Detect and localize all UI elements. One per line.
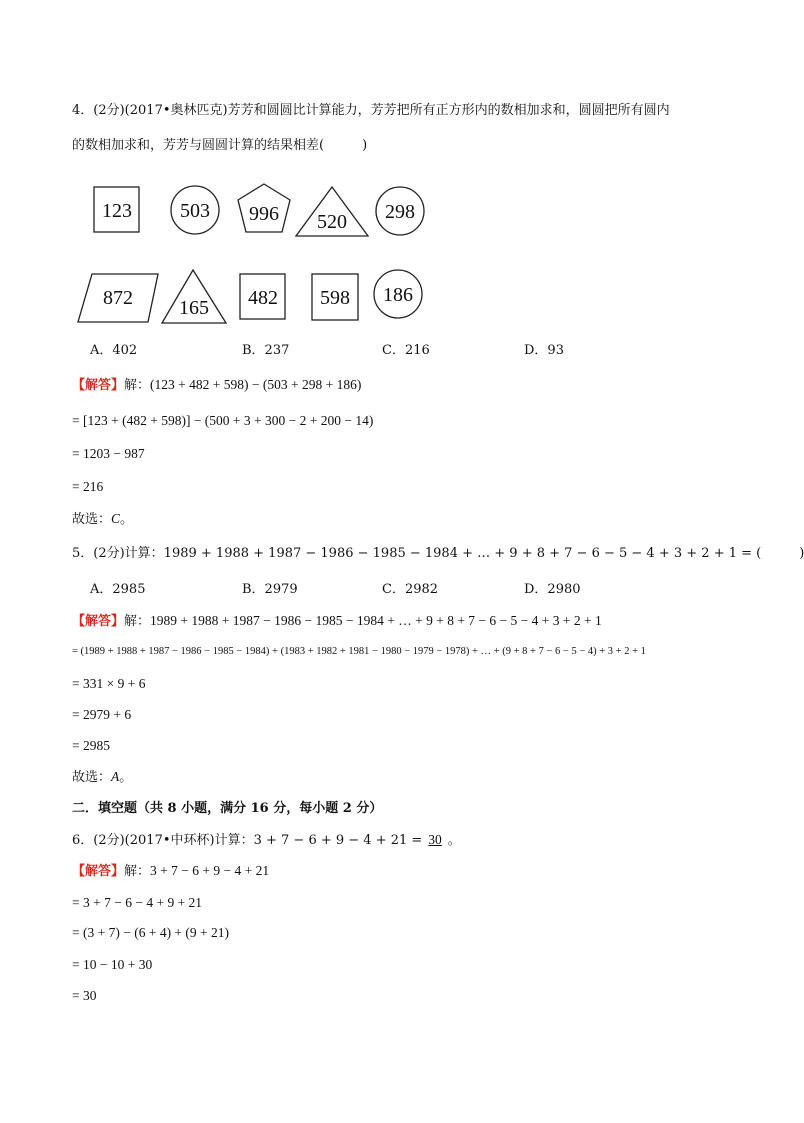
q5-step-3: = 2985 [72,738,110,753]
q6-step-3: = 30 [72,988,97,1003]
q4-option-b[interactable]: B．237 [242,343,290,358]
q5-step-2: = 2979 + 6 [72,707,132,722]
q5-step-1: = 331 × 9 + 6 [72,676,146,691]
q6-stem-end: 。 [447,833,461,848]
q6-step-1: = (3 + 7) − (6 + 4) + (9 + 21) [72,925,230,940]
q6-answer-blank: 30 [428,832,442,847]
q6-step-0: = 3 + 7 − 6 − 4 + 9 + 21 [72,895,203,910]
q4-stem-line1: 4．(2分)(2017•奥林匹克)芳芳和圆圆比计算能力，芳芳把所有正方形内的数相加求和，圆圆把所有圆内 [72,103,670,118]
q4-shapes-figure [72,178,432,332]
q4-choice-end: 。 [120,512,134,527]
q4-step-1: = [123 + (482 + 598)] − (500 + 3 + 300 − 2 + 200 − 14) [72,413,374,428]
q5-choice-line [72,768,132,787]
q5-option-c[interactable]: C．2982 [382,582,439,597]
shape-value-9: 598 [320,287,350,309]
q4-answer-line [72,376,361,395]
shape-value-10: 186 [383,284,413,306]
q5-stem-text: 5．(2分)计算：1989 + 1988 + 1987 − 1986 − 1985 − 1984 + … + 9 + 8 + 7 − 6 − 5 − 4 + 3 + 2 + 1 = ( [72,546,762,561]
q4-option-d[interactable]: D．93 [524,343,564,358]
q6-step-2: = 10 − 10 + 30 [72,957,153,972]
q6-first-expr: 3 + 7 − 6 + 9 − 4 + 21 [150,863,270,878]
q5-choice-label: 故选： [72,770,112,785]
q5-step-0: = (1989 + 1988 + 1987 − 1986 − 1985 − 1984) + (1983 + 1982 + 1981 − 1980 − 1979 − 1978) + … + (9 + 8 + 7 − 6 − 5 − 4) + 3 + 2 + 1 [72,646,646,657]
section-heading-fill-blank: 二．填空题（共 8 小题，满分 16 分，每小题 2 分） [72,801,383,816]
shape-value-5: 298 [385,201,415,223]
q5-choice-value: A [111,769,120,784]
shape-value-8: 482 [248,287,278,309]
q5-answer-word: 解： [124,614,151,629]
q4-step-2: = 1203 − 987 [72,446,145,461]
q5-first-expr: 1989 + 1988 + 1987 − 1986 − 1985 − 1984 + … + 9 + 8 + 7 − 6 − 5 − 4 + 3 + 2 + 1 [150,613,602,628]
q4-stem-close: ) [362,138,368,153]
shape-value-3: 996 [249,203,279,225]
q4-answer-word: 解： [124,378,151,393]
q4-choice-label: 故选： [72,512,112,527]
q4-stem-text: 的数相加求和，芳芳与圆圆计算的结果相差( [72,138,325,153]
shape-value-7: 165 [179,297,209,319]
q5-option-b[interactable]: B．2979 [242,582,298,597]
q5-choice-end: 。 [119,770,133,785]
q5-stem-line [72,545,804,563]
shape-value-6: 872 [103,287,133,309]
q4-option-a[interactable]: A．402 [90,343,138,358]
q5-stem-close: ) [799,546,804,561]
q5-option-d[interactable]: D．2980 [524,582,581,597]
q6-answer-tag: 【解答】 [72,864,125,879]
shape-value-4: 520 [317,211,347,233]
q4-stem-line2 [72,137,367,155]
q5-option-a[interactable]: A．2985 [90,582,146,597]
q4-step-3: = 216 [72,479,104,494]
q4-option-c[interactable]: C．216 [382,343,430,358]
q4-step-0: (123 + 482 + 598) − (503 + 298 + 186) [150,377,362,392]
q4-answer-tag: 【解答】 [72,378,125,393]
q5-answer-tag: 【解答】 [72,614,125,629]
shape-value-1: 123 [102,200,132,222]
shape-value-2: 503 [180,200,210,222]
q5-answer-line [72,612,602,631]
q6-stem-text: 6．(2分)(2017•中环杯)计算：3 + 7 − 6 + 9 − 4 + 21 = [72,833,423,848]
q6-answer-line [72,862,269,881]
q4-choice-value: C [111,511,121,526]
q6-stem-line [72,831,461,850]
q6-answer-word: 解： [124,864,151,879]
q4-choice-line [72,510,133,529]
